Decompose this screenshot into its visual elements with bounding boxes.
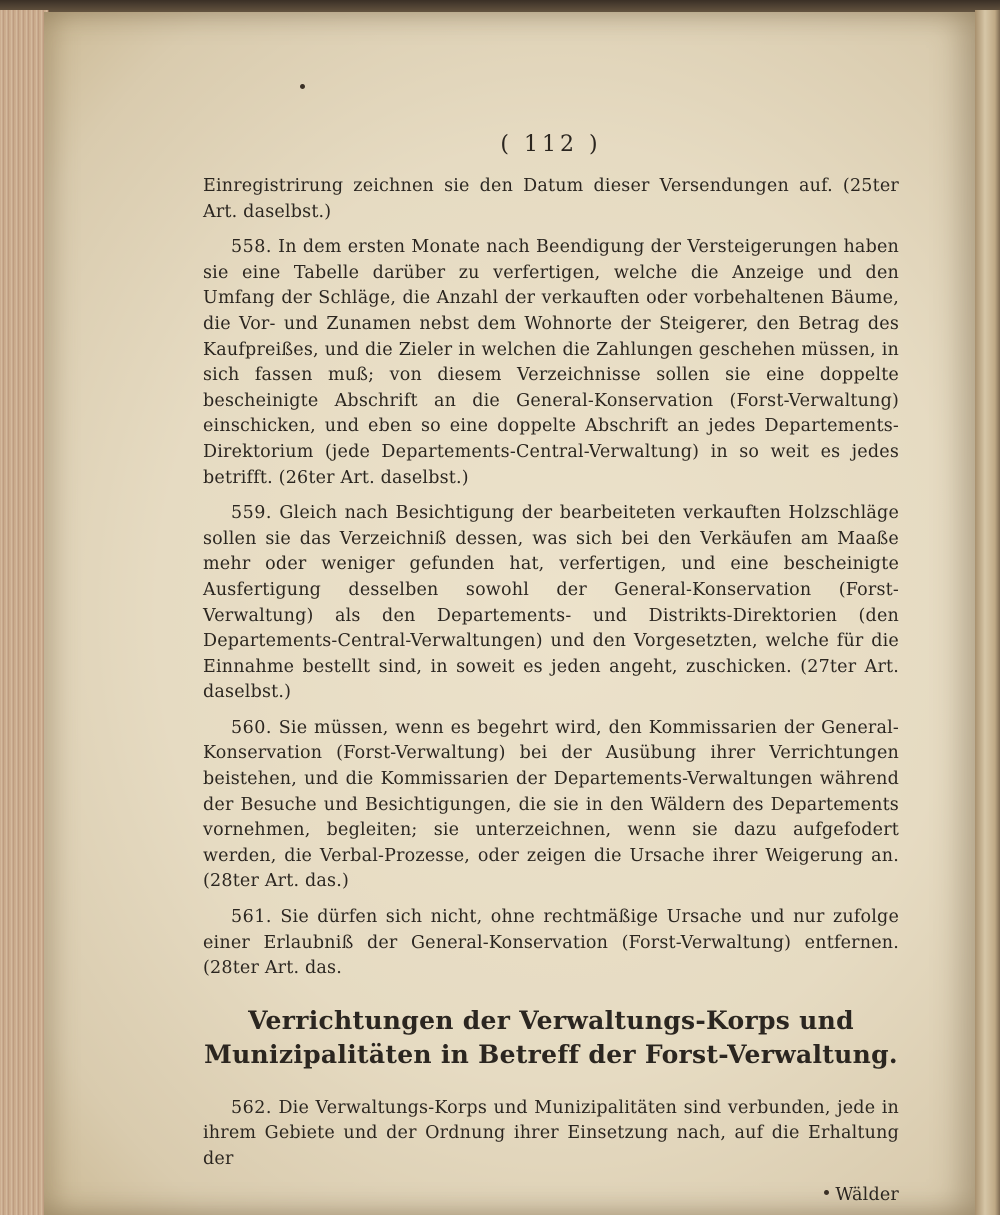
paragraph-text: Gleich nach Besichtigung der bearbeiteten verkauften Holzschläge sollen sie das Verzeichniß dessen, was sich bei den Verkäufen am Maaße mehr oder weniger gefunden hat, verfertigen, und eine bescheinigte Ausfertigung desselben sowohl der General-Konservation (Forst-Verwaltung) als den Departements- und Distrikts-Direktorien (den Departements-Central-Verwaltungen) und den Vorgesetzten, welche für die Einnahme bestellt sind, in soweit es jeden angeht, zuschicken. (27ter Art. daselbst.) [203, 503, 899, 703]
paragraph-text: In dem ersten Monate nach Beendigung der Versteigerungen haben sie eine Tabelle darüber zu verfertigen, welche die Anzeige und den Umfang der Schläge, die Anzahl der verkauften oder vorbehaltenen Bäume, die Vor- und Zunamen nebst dem Wohnorte der Steigerer, den Betrag des Kaufpreißes, und die Zieler in welchen die Zahlungen geschehen müssen, in sich fassen muß; von diesem Verzeichnisse sollen sie eine doppelte bescheinigte Abschrift an die General-Konservation (Forst-Verwaltung) einschicken, und eben so eine doppelte Abschrift an jedes Departements-Direktorium (jede Departements-Central-Verwaltung) in so weit es jedes betrifft. (26ter Art. daselbst.) [203, 237, 899, 488]
paragraph-560 [203, 716, 899, 895]
paragraph-558 [203, 235, 899, 491]
ink-speck [300, 84, 305, 89]
paragraph-559 [203, 501, 899, 706]
binding-gutter [975, 10, 1000, 1215]
paragraph-561 [203, 905, 899, 982]
catchword: Wälder [835, 1184, 899, 1205]
paragraph-continued [203, 174, 899, 225]
paragraph-text: Sie müssen, wenn es begehrt wird, den Kommissarien der General-Konservation (Forst-Verwaltung) bei der Ausübung ihrer Verrichtungen beistehen, und die Kommissarien der Departements-Verwaltungen während der Besuche und Besichtigungen, die sie in den Wäldern des Departements vornehmen, begleiten; sie unterzeichnen, wenn sie dazu aufgefodert werden, die Verbal-Prozesse, oder zeigen die Ursache ihrer Weigerung an. (28ter Art. das.) [203, 717, 899, 892]
page-number: ( 112 ) [500, 132, 602, 157]
paragraph-text: Die Verwaltungs-Korps und Munizipalitäten sind verbunden, jede in ihrem Gebiete und der Ordnung ihrer Einsetzung nach, auf die Erhaltung der [203, 1097, 899, 1169]
paragraph-number: 560. [231, 717, 272, 738]
section-heading: Verrichtungen der Verwaltungs-Korps und Munizipalitäten in Betreff der Forst-Verwaltung. [204, 1005, 898, 1069]
page-stack-edge [0, 10, 49, 1215]
paragraph-number: 558. [231, 237, 272, 258]
paragraph-number: 562. [231, 1097, 272, 1118]
paragraph-562 [203, 1096, 899, 1173]
page-text [203, 130, 899, 1208]
paragraph-number: 559. [231, 503, 272, 524]
paragraph-text: Einregistrirung zeichnen sie den Datum dieser Versendungen auf. (25ter Art. daselbst.) [203, 176, 899, 222]
paragraph-number: 561. [231, 907, 272, 928]
paragraph-text: Sie dürfen sich nicht, ohne rechtmäßige Ursache und nur zufolge einer Erlaubniß der General-Konservation (Forst-Verwaltung) entfernen. (28ter Art. das. [203, 907, 900, 979]
